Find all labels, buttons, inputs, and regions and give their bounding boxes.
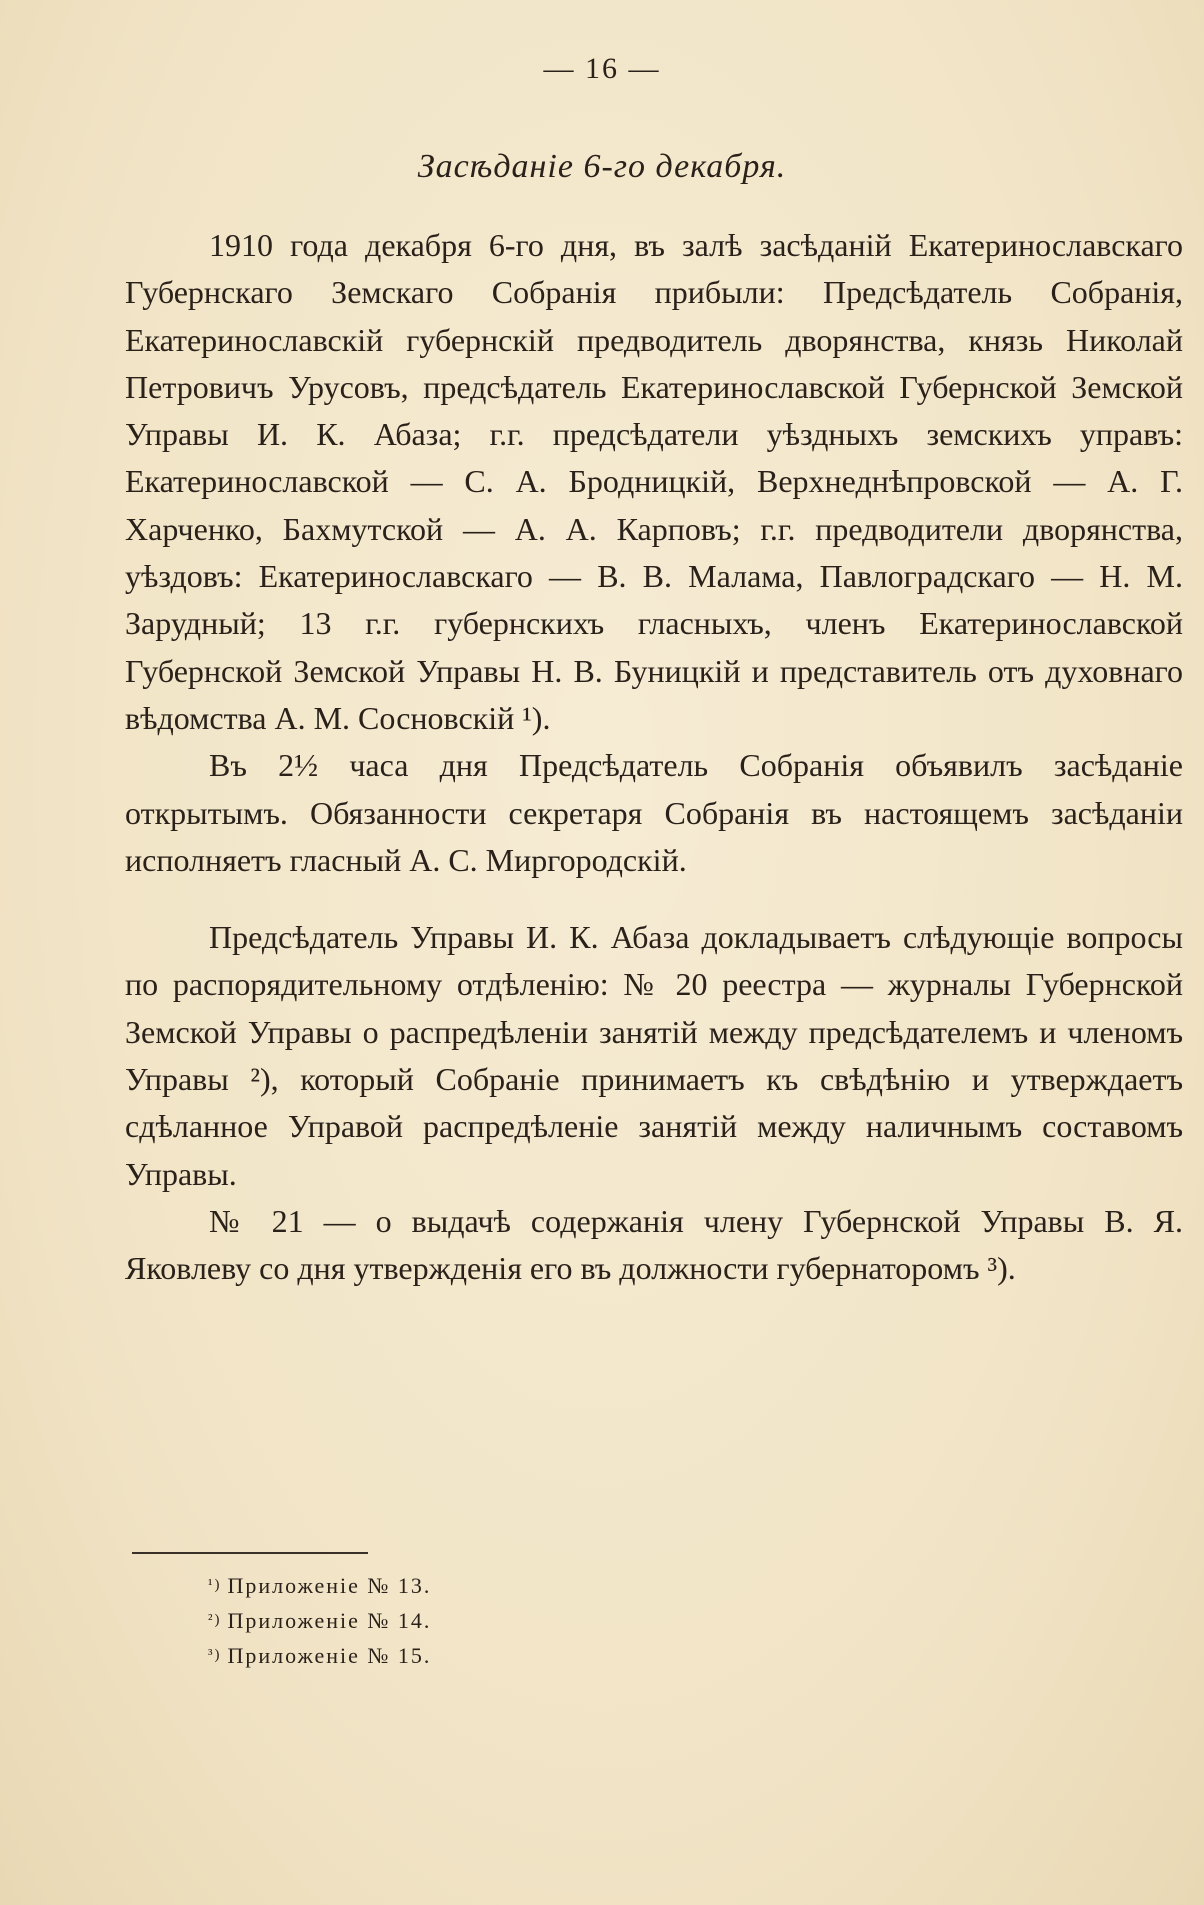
paragraph-report: Предсѣдатель Управы И. К. Абаза докладываетъ слѣдующіе вопросы по распорядительному отдѣленію: № 20 реестра — журналы Губернской Земской Управы о распредѣленіи занятій между предсѣдателемъ и членомъ Управы ²), который Собраніе принимаетъ къ свѣдѣнію и утверждаетъ сдѣланное Управой распредѣленіе занятій между наличнымъ составомъ Управы. <box>125 919 1183 1192</box>
page-number: — 16 — <box>543 52 661 85</box>
paragraph-opening: Въ 2½ часа дня Предсѣдатель Собранія объявилъ засѣданіе открытымъ. Обязанности секретаря Собранія въ настоящемъ засѣданіи исполняетъ гласный А. С. Миргородскій. <box>125 747 1183 878</box>
footnote-mark: ¹) <box>208 1577 222 1593</box>
body-text <box>125 222 1183 1293</box>
session-title: Засѣданіе 6-го декабря. <box>417 148 787 185</box>
footnote-mark: ²) <box>208 1612 222 1628</box>
paragraph-item-21: № 21 — о выдачѣ содержанія члену Губернской Управы В. Я. Яковлеву со дня утвержденія его въ должности губернаторомъ ³). <box>125 1202 1183 1287</box>
footnote-1 <box>208 1568 431 1603</box>
footnote-text: Приложеніе № 15. <box>227 1643 432 1668</box>
footnote-text: Приложеніе № 14. <box>227 1608 432 1633</box>
footnote-3 <box>208 1638 431 1673</box>
footnote-divider <box>132 1552 368 1554</box>
footnote-2 <box>208 1603 431 1638</box>
footnote-mark: ³) <box>208 1647 222 1663</box>
footnotes <box>208 1568 431 1673</box>
paragraph-attendance: 1910 года декабря 6-го дня, въ залѣ засѣданій Екатеринославскаго Губернскаго Земскаго Собранія прибыли: Предсѣдатель Собранія, Екатеринославскій губернскій предводитель дворянства, князь Николай Петровичъ Урусовъ, предсѣдатель Екатеринославской Губернской Земской Управы И. К. Абаза; г.г. предсѣдатели уѣздныхъ земскихъ управъ: Екатеринославской — С. А. Бродницкій, Верхнеднѣпровской — А. Г. Харченко, Бахмутской — А. А. Карповъ; г.г. предводители дворянства, уѣздовъ: Екатеринославскаго — В. В. Малама, Павлоградскаго — Н. М. Зарудный; 13 г.г. губернскихъ гласныхъ, членъ Екатеринославской Губернской Земской Управы Н. В. Буницкій и представитель отъ духовнаго вѣдомства А. М. Сосновскій ¹). <box>125 227 1183 736</box>
footnote-text: Приложеніе № 13. <box>227 1573 432 1598</box>
